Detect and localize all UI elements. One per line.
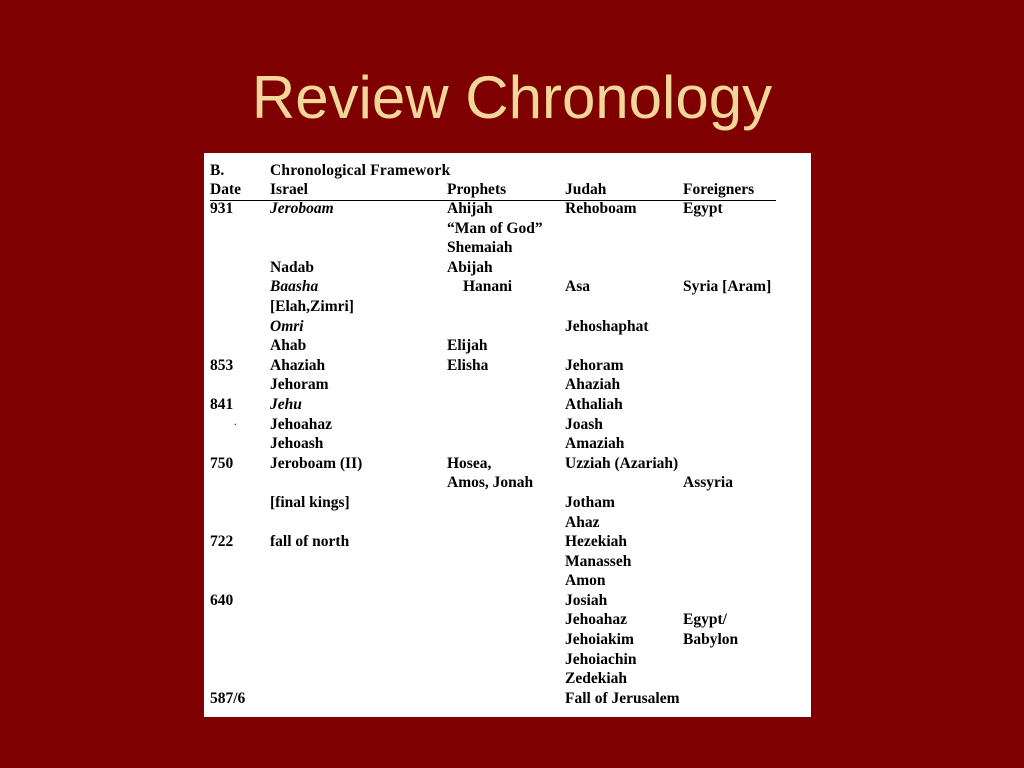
cell-prophets: “Man of God” — [447, 219, 543, 237]
cell-israel: Jehoram — [270, 376, 329, 394]
table-row — [210, 238, 800, 258]
cell-date: 722 — [210, 533, 234, 551]
cell-date: 853 — [210, 356, 234, 374]
chronology-table — [210, 199, 800, 708]
column-header-judah: Judah — [565, 181, 607, 198]
cell-judah: Jehoiakim — [565, 631, 634, 649]
column-header-prophets: Prophets — [447, 181, 507, 198]
cell-israel: Ahab — [270, 337, 307, 355]
cell-judah: Jehoshaphat — [565, 317, 649, 335]
cell-judah: Ahaz — [565, 513, 600, 531]
table-row — [210, 356, 800, 376]
cell-prophets: Elisha — [447, 356, 489, 374]
slide-title: Review Chronology — [251, 64, 773, 131]
table-row — [210, 591, 800, 611]
cell-foreigners: Egypt — [683, 200, 723, 217]
table-row — [210, 689, 800, 709]
column-header-israel: Israel — [270, 181, 308, 198]
cell-foreigners: Egypt/ — [683, 611, 727, 629]
cell-israel: [final kings] — [270, 493, 350, 511]
table-row — [210, 336, 800, 356]
section-label: B. — [210, 162, 225, 179]
framework-title: Chronological Framework — [270, 162, 451, 179]
cell-judah: Zedekiah — [565, 670, 628, 688]
table-row — [210, 277, 800, 297]
table-row — [210, 395, 800, 415]
table-row — [210, 630, 800, 650]
column-headers — [210, 180, 776, 201]
cell-israel: Jeroboam (II) — [270, 454, 363, 472]
column-header-foreigners: Foreigners — [683, 181, 755, 198]
table-row — [210, 434, 800, 454]
cell-prophets: Amos, Jonah — [447, 474, 534, 492]
cell-date: 750 — [210, 454, 234, 472]
table-row — [210, 454, 800, 474]
cell-judah: Rehoboam — [565, 200, 637, 217]
cell-date: 587/6 — [210, 689, 246, 707]
cell-prophets: Shemaiah — [447, 239, 513, 257]
cell-israel: Nadab — [270, 258, 314, 276]
cell-judah: Hezekiah — [565, 533, 627, 551]
chronology-document — [204, 153, 811, 717]
cell-israel: Jeroboam — [270, 200, 334, 217]
cell-israel: Ahaziah — [270, 356, 326, 374]
cell-judah: Asa — [565, 278, 590, 296]
table-row — [210, 375, 800, 395]
cell-foreigners: Assyria — [683, 474, 733, 492]
cell-israel: Jehoash — [270, 435, 324, 453]
table-row — [210, 669, 800, 689]
cell-prophets: Abijah — [447, 258, 493, 276]
stray-mark: · — [234, 419, 237, 429]
cell-judah: Jehoiachin — [565, 650, 637, 668]
cell-date: 640 — [210, 591, 234, 609]
cell-israel: Omri — [270, 317, 304, 335]
table-row — [210, 610, 800, 630]
table-row — [210, 650, 800, 670]
cell-israel: [Elah,Zimri] — [270, 297, 354, 315]
table-row — [210, 317, 800, 337]
cell-judah: Fall of Jerusalem — [565, 689, 680, 707]
table-row — [210, 473, 800, 493]
table-row — [210, 513, 800, 533]
table-row — [210, 415, 800, 435]
table-row — [210, 219, 800, 239]
cell-israel: Jehoahaz — [270, 415, 332, 433]
cell-foreigners: Babylon — [683, 631, 739, 649]
cell-judah: Jotham — [565, 493, 615, 511]
table-row — [210, 297, 800, 317]
table-row — [210, 532, 800, 552]
cell-prophets: Elijah — [447, 337, 488, 355]
cell-israel: fall of north — [270, 533, 350, 551]
cell-prophets: Hosea, — [447, 454, 492, 472]
table-row — [210, 258, 800, 278]
table-row — [210, 199, 800, 219]
table-row — [210, 552, 800, 572]
cell-judah: Amaziah — [565, 435, 625, 453]
cell-prophets: Ahijah — [447, 200, 493, 217]
cell-judah: Josiah — [565, 591, 608, 609]
cell-judah: Jehoram — [565, 356, 624, 374]
cell-foreigners: Syria [Aram] — [683, 278, 772, 296]
table-row — [210, 571, 800, 591]
cell-judah: Jehoahaz — [565, 611, 627, 629]
table-row — [210, 493, 800, 513]
cell-israel: Baasha — [270, 278, 319, 296]
cell-judah: Joash — [565, 415, 603, 433]
cell-judah: Ahaziah — [565, 376, 621, 394]
cell-date: 931 — [210, 200, 234, 217]
cell-israel: Jehu — [270, 395, 302, 413]
cell-judah: Amon — [565, 572, 606, 590]
cell-judah: Athaliah — [565, 395, 623, 413]
cell-date: 841 — [210, 395, 234, 413]
cell-judah: Manasseh — [565, 552, 632, 570]
cell-prophets: Hanani — [463, 278, 513, 296]
column-header-date: Date — [210, 181, 241, 198]
cell-judah: Uzziah (Azariah) — [565, 454, 679, 472]
